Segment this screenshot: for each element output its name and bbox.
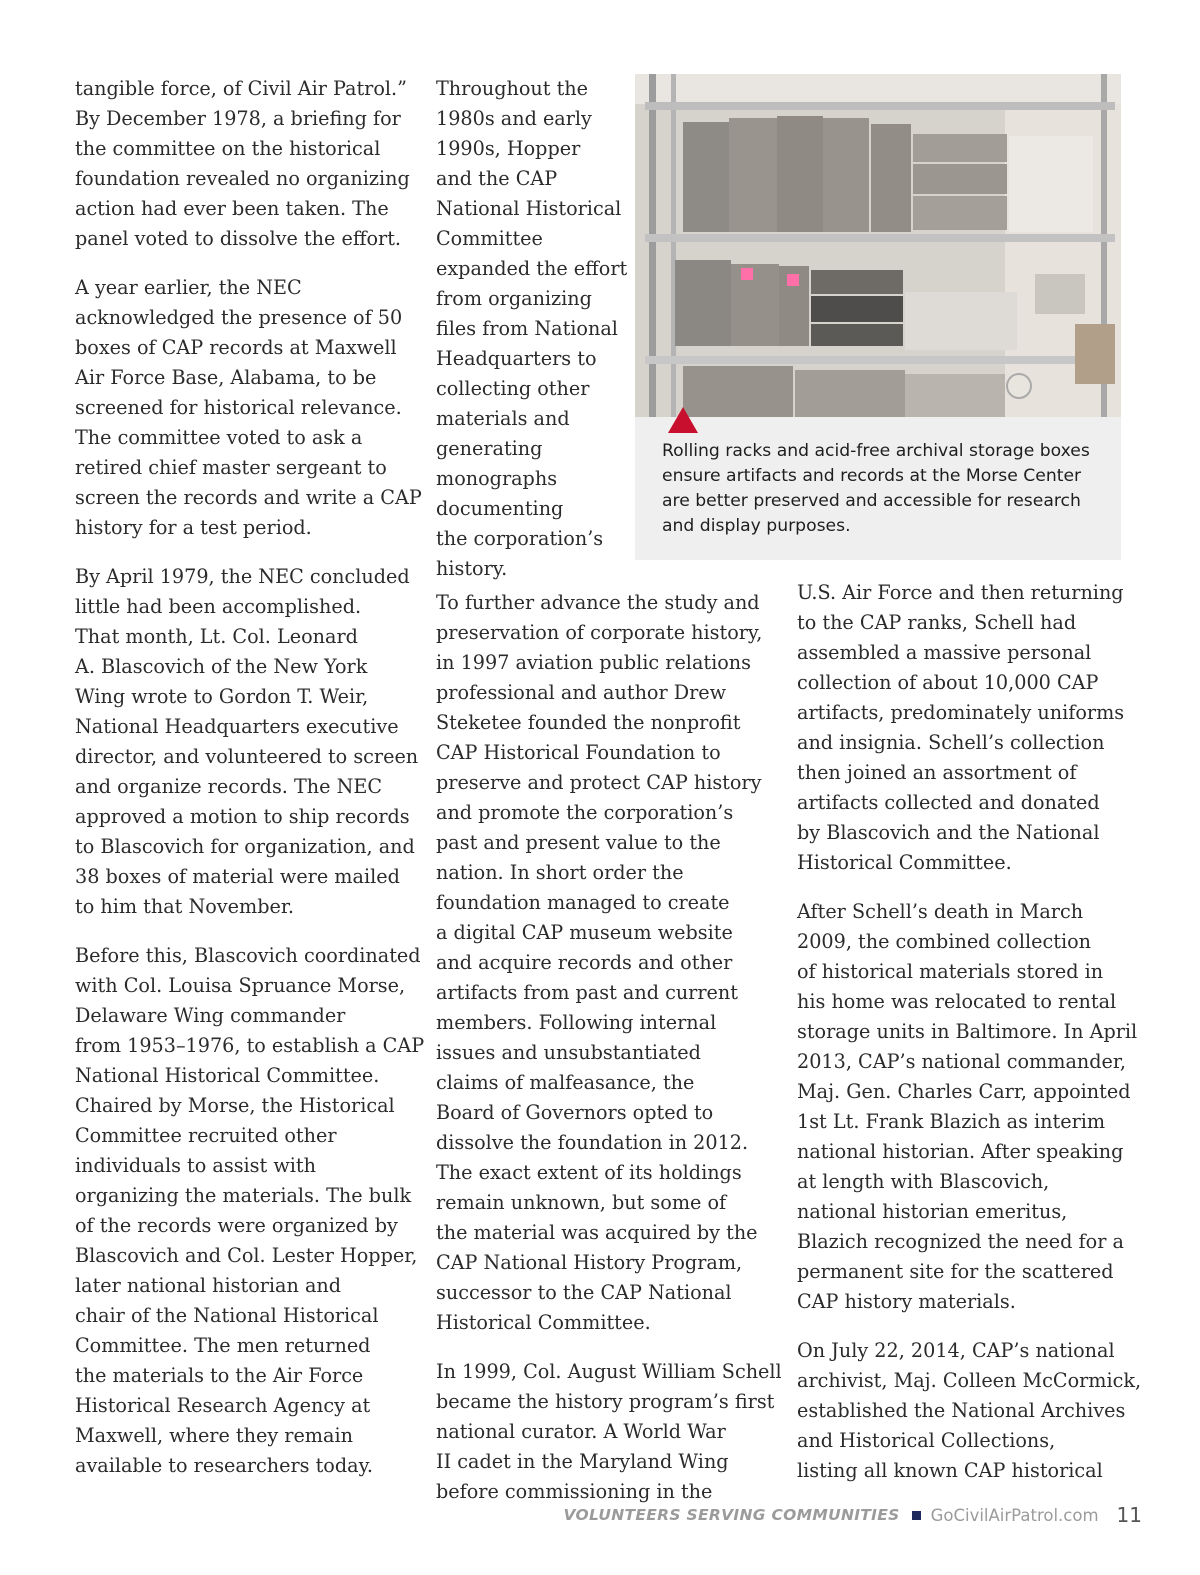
text-line: organizing the materials. The bulk — [75, 1184, 412, 1207]
text-line: On July 22, 2014, CAP’s national — [797, 1339, 1115, 1362]
text-line: Blascovich and Col. Lester Hopper, — [75, 1244, 418, 1267]
text-line: dissolve the foundation in 2012. — [436, 1131, 749, 1154]
text-line: screen the records and write a CAP — [75, 486, 422, 509]
text-line: approved a motion to ship records — [75, 805, 410, 828]
text-line: national historian. After speaking — [797, 1140, 1124, 1163]
paragraph — [75, 562, 419, 922]
text-line: professional and author Drew — [436, 681, 727, 704]
text-line: the material was acquired by the — [436, 1221, 758, 1244]
text-line: established the National Archives — [797, 1399, 1126, 1422]
text-line: Chaired by Morse, the Historical — [75, 1094, 395, 1117]
text-line: artifacts collected and donated — [797, 791, 1100, 814]
text-line: Board of Governors opted to — [436, 1101, 714, 1124]
text-line: II cadet in the Maryland Wing — [436, 1450, 729, 1473]
text-line: generating — [436, 437, 543, 460]
text-line: 1st Lt. Frank Blazich as interim — [797, 1110, 1106, 1133]
text-line: the committee on the historical — [75, 137, 381, 160]
text-line: 2009, the combined collection — [797, 930, 1091, 953]
text-line: In 1999, Col. August William Schell — [436, 1360, 782, 1383]
text-line: documenting — [436, 497, 564, 520]
text-line: individuals to assist with — [75, 1154, 316, 1177]
text-line: preservation of corporate history, — [436, 621, 763, 644]
text-line: the materials to the Air Force — [75, 1364, 364, 1387]
paragraph — [436, 1357, 782, 1507]
text-line: nation. In short order the — [436, 861, 684, 884]
text-line: little had been accomplished. — [75, 595, 362, 618]
text-line: director, and volunteered to screen — [75, 745, 419, 768]
paragraph — [436, 588, 771, 1338]
text-line: with Col. Louisa Spruance Morse, — [75, 974, 406, 997]
article-column-2-top — [436, 74, 626, 603]
text-line: National Historical — [436, 197, 622, 220]
article-column-1 — [75, 74, 425, 1500]
text-line: Maj. Gen. Charles Carr, appointed — [797, 1080, 1131, 1103]
text-line: past and present value to the — [436, 831, 721, 854]
text-line: CAP Historical Foundation to — [436, 741, 721, 764]
text-line: Historical Committee. — [797, 851, 1012, 874]
text-line: foundation revealed no organizing — [75, 167, 410, 190]
text-line: national historian emeritus, — [797, 1200, 1068, 1223]
text-line: collecting other — [436, 377, 590, 400]
text-line: at length with Blascovich, — [797, 1170, 1050, 1193]
text-line: The committee voted to ask a — [75, 426, 363, 449]
text-line: 2013, CAP’s national commander, — [797, 1050, 1127, 1073]
text-line: screened for historical relevance. — [75, 396, 402, 419]
text-line: and the CAP — [436, 167, 558, 190]
paragraph — [797, 1336, 1142, 1486]
text-line: materials and — [436, 407, 570, 430]
text-line: a digital CAP museum website — [436, 921, 733, 944]
paragraph — [797, 897, 1138, 1317]
text-line: chair of the National Historical — [75, 1304, 379, 1327]
text-line: National Headquarters executive — [75, 715, 399, 738]
page-footer — [564, 1500, 1143, 1530]
text-line: After Schell’s death in March — [797, 900, 1084, 923]
text-line: Committee. The men returned — [75, 1334, 371, 1357]
page-number: 11 — [1116, 1503, 1142, 1527]
text-line: acknowledged the presence of 50 — [75, 306, 403, 329]
text-line: issues and unsubstantiated — [436, 1041, 701, 1064]
text-line: boxes of CAP records at Maxwell — [75, 336, 397, 359]
text-line: Before this, Blascovich coordinated — [75, 944, 421, 967]
paragraph — [75, 941, 425, 1481]
text-line: and promote the corporation’s — [436, 801, 734, 824]
text-line: from 1953–1976, to establish a CAP — [75, 1034, 425, 1057]
paragraph — [436, 74, 626, 584]
caption-marker-triangle — [668, 407, 698, 433]
text-line: 1980s and early — [436, 107, 592, 130]
text-line: of historical materials stored in — [797, 960, 1104, 983]
text-line: To further advance the study and — [436, 591, 760, 614]
text-line: claims of malfeasance, the — [436, 1071, 695, 1094]
text-line: listing all known CAP historical — [797, 1459, 1103, 1482]
text-line: and insignia. Schell’s collection — [797, 731, 1105, 754]
text-line: Throughout the — [436, 77, 589, 100]
text-line: artifacts from past and current — [436, 981, 738, 1004]
text-line: before commissioning in the — [436, 1480, 713, 1503]
text-line: of the records were organized by — [75, 1214, 398, 1237]
text-line: national curator. A World War — [436, 1420, 726, 1443]
text-line: Historical Research Agency at — [75, 1394, 371, 1417]
text-line: Steketee founded the nonprofit — [436, 711, 741, 734]
text-line: A. Blascovich of the New York — [75, 655, 368, 678]
text-line: 1990s, Hopper — [436, 137, 581, 160]
text-line: panel voted to dissolve the effort. — [75, 227, 402, 250]
text-line: Historical Committee. — [436, 1311, 651, 1334]
text-line: artifacts, predominately uniforms — [797, 701, 1125, 724]
text-line: his home was relocated to rental — [797, 990, 1117, 1013]
text-line: available to researchers today. — [75, 1454, 373, 1477]
text-line: By December 1978, a briefing for — [75, 107, 401, 130]
text-line: Maxwell, where they remain — [75, 1424, 353, 1447]
text-line: preserve and protect CAP history — [436, 771, 762, 794]
text-line: The exact extent of its holdings — [436, 1161, 742, 1184]
archival-shelving-photo — [635, 74, 1121, 417]
text-line: archivist, Maj. Colleen McCormick, — [797, 1369, 1142, 1392]
text-line: became the history program’s first — [436, 1390, 775, 1413]
text-line: Delaware Wing commander — [75, 1004, 346, 1027]
text-line: A year earlier, the NEC — [75, 276, 302, 299]
text-line: later national historian and — [75, 1274, 342, 1297]
footer-tagline: VOLUNTEERS SERVING COMMUNITIES — [563, 1506, 900, 1524]
text-line: to the CAP ranks, Schell had — [797, 611, 1077, 634]
text-line: in 1997 aviation public relations — [436, 651, 751, 674]
paragraph — [75, 273, 422, 543]
text-line: monographs — [436, 467, 558, 490]
text-line: tangible force, of Civil Air Patrol.” — [75, 77, 407, 100]
text-line: Committee recruited other — [75, 1124, 337, 1147]
text-line: to him that November. — [75, 895, 294, 918]
text-line: and organize records. The NEC — [75, 775, 383, 798]
text-line: foundation managed to create — [436, 891, 730, 914]
text-line: from organizing — [436, 287, 592, 310]
text-line: history. — [436, 557, 508, 580]
text-line: Rolling racks and acid-free archival storage boxes — [662, 441, 1090, 461]
text-line: history for a test period. — [75, 516, 312, 539]
text-line: Wing wrote to Gordon T. Weir, — [75, 685, 369, 708]
text-line: By April 1979, the NEC concluded — [75, 565, 410, 588]
text-line: U.S. Air Force and then returning — [797, 581, 1124, 604]
text-line: remain unknown, but some of — [436, 1191, 727, 1214]
text-line: Committee — [436, 227, 543, 250]
text-line: permanent site for the scattered — [797, 1260, 1114, 1283]
text-line: retired chief master sergeant to — [75, 456, 387, 479]
text-line: storage units in Baltimore. In April — [797, 1020, 1138, 1043]
text-line: National Historical Committee. — [75, 1064, 380, 1087]
text-line: CAP history materials. — [797, 1290, 1016, 1313]
footer-square-icon — [912, 1511, 921, 1520]
text-line: and display purposes. — [662, 516, 851, 536]
text-line: Blazich recognized the need for a — [797, 1230, 1124, 1253]
text-line: are better preserved and accessible for research — [662, 491, 1081, 511]
article-column-3 — [797, 578, 1142, 1505]
photo-caption — [662, 439, 1102, 539]
text-line: successor to the CAP National — [436, 1281, 732, 1304]
text-line: Air Force Base, Alabama, to be — [75, 366, 377, 389]
text-line: and acquire records and other — [436, 951, 733, 974]
text-line: expanded the effort — [436, 257, 628, 280]
text-line: That month, Lt. Col. Leonard — [75, 625, 358, 648]
text-line: and Historical Collections, — [797, 1429, 1056, 1452]
text-line: assembled a massive personal — [797, 641, 1092, 664]
text-line: by Blascovich and the National — [797, 821, 1100, 844]
text-line: members. Following internal — [436, 1011, 717, 1034]
text-line: CAP National History Program, — [436, 1251, 743, 1274]
text-line: files from National — [436, 317, 618, 340]
text-line: then joined an assortment of — [797, 761, 1077, 784]
text-line: ensure artifacts and records at the Morse Center — [662, 466, 1082, 486]
text-line: action had ever been taken. The — [75, 197, 389, 220]
text-line: Headquarters to — [436, 347, 597, 370]
footer-website-link[interactable]: GoCivilAirPatrol.com — [930, 1505, 1099, 1525]
text-line: 38 boxes of material were mailed — [75, 865, 400, 888]
text-line: to Blascovich for organization, and — [75, 835, 415, 858]
paragraph — [75, 74, 410, 254]
article-column-2-bottom — [436, 588, 782, 1526]
paragraph — [797, 578, 1127, 878]
text-line: the corporation’s — [436, 527, 604, 550]
text-line: collection of about 10,000 CAP — [797, 671, 1099, 694]
